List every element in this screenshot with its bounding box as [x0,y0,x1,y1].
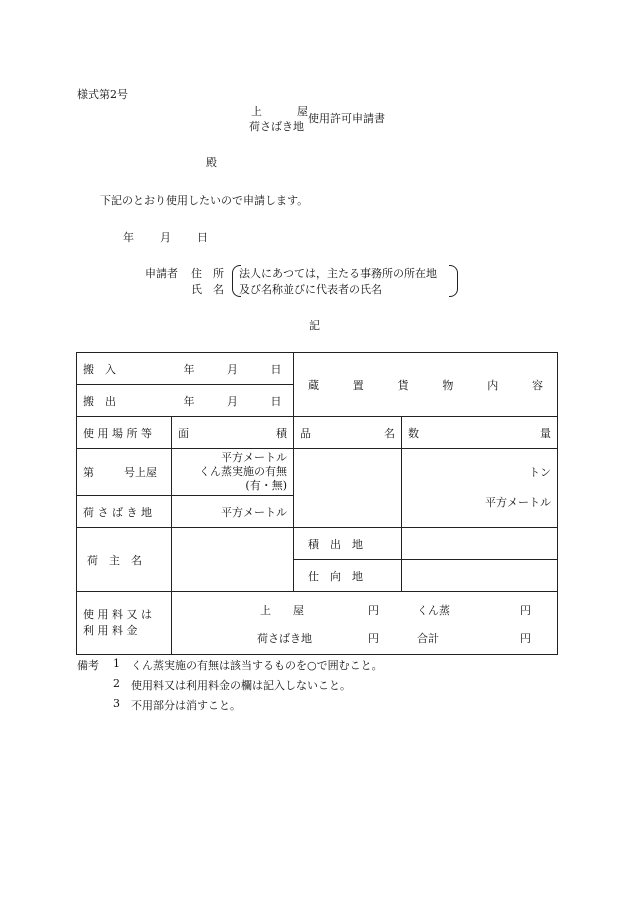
item-name-cell [294,449,402,528]
fee-shed-label: 上 屋 [260,604,304,617]
ki-heading: 記 [309,319,320,332]
shed-area-unit: 平方メートル [221,451,287,464]
form-number: 様式第2号 [77,88,128,101]
qty-header-b: 量 [540,426,551,440]
storage-header-char: 内 [487,378,499,392]
address-label: 住 所 [191,267,224,280]
storage-header-char: 容 [531,378,543,392]
remark-num: 2 [113,677,120,690]
carry-in-day: 日 [270,362,282,376]
fumigation-label: くん蒸実施の有無 [199,465,287,478]
carry-in-month: 月 [227,362,238,376]
remarks-label: 備考 [77,659,99,672]
fumigation-choice: (有・無) [245,479,287,492]
fee-total-label: 合計 [417,632,439,645]
area-header-a: 面 [178,426,189,440]
remark-num: 3 [113,697,120,710]
area-header [172,417,294,449]
fee-shed-yen: 円 [368,604,379,617]
title-shed: 上 [251,105,262,118]
date-month: 月 [160,231,171,244]
fee-yard-label: 荷さばき地 [257,632,312,645]
storage-header-char: 貨 [397,378,409,392]
fee-fumigation-yen: 円 [520,604,531,617]
fee-cell [172,592,558,655]
storage-cargo-header [294,353,558,417]
title-shed-2: 屋 [297,105,308,118]
shed-label-suffix: 号上屋 [124,466,157,479]
destination-value [402,560,558,592]
qty-header-a: 数 [408,426,419,440]
fee-label-line1: 使 用 料 又 は [83,608,152,621]
carry-out-label: 搬 出 [83,394,116,408]
close-bracket-icon [449,265,458,297]
loading-place-value [402,528,558,560]
remark-text: 不用部分は消すこと。 [131,699,241,712]
carry-out-day: 日 [270,394,282,408]
qty-sqm-unit: 平方メートル [485,496,551,509]
yard-label: 荷 さ ば き 地 [77,496,172,528]
title-yard: 荷さばき地 [249,120,304,133]
area-header-b: 積 [276,426,287,440]
qty-ton-unit: トン [529,466,551,479]
storage-header-char: 物 [442,378,454,392]
destination-label: 仕 向 地 [294,560,402,592]
fee-label-line2: 利 用 料 金 [83,624,138,637]
date-year: 年 [123,231,134,244]
shed-area-cell [172,449,294,496]
carry-out-row [77,385,294,417]
addressee-suffix: 殿 [206,156,217,169]
application-table [76,352,558,655]
carry-in-year: 年 [183,362,195,376]
storage-header-char: 蔵 [308,378,319,392]
quantity-cell [402,449,558,528]
shed-label-prefix: 第 [83,466,94,479]
remark-text: くん蒸実施の有無は該当するものを○で囲むこと。 [131,659,383,672]
name-label: 氏 名 [191,283,224,296]
fee-total-yen: 円 [520,632,531,645]
intro-text: 下記のとおり使用したいので申請します。 [100,194,309,207]
remark-text: 使用料又は利用料金の欄は記入しないこと。 [131,679,351,692]
title-suffix: 使用許可申請書 [308,112,385,125]
shipper-label: 荷 主 名 [77,528,172,592]
fee-label [77,592,172,655]
shipper-value [172,528,294,592]
remark-num: 1 [113,657,120,670]
storage-header-char: 置 [352,378,364,392]
item-header-b: 名 [384,426,395,440]
loading-place-label: 積 出 地 [294,528,402,560]
applicant-note-2: 及び名称並びに代表者の氏名 [239,283,382,296]
carry-out-year: 年 [183,394,195,408]
carry-out-month: 月 [227,394,238,408]
fee-fumigation-label: くん蒸 [417,604,450,617]
carry-in-row [77,353,294,385]
carry-in-label: 搬 入 [83,362,116,376]
yard-area-unit: 平方メートル [172,496,294,528]
place-header: 使 用 場 所 等 [77,417,172,449]
date-day: 日 [197,231,208,244]
qty-header [402,417,558,449]
item-header [294,417,402,449]
fee-yard-yen: 円 [368,632,379,645]
shed-label [77,449,172,496]
applicant-label: 申請者 [145,267,178,280]
item-header-a: 品 [300,426,311,440]
applicant-note-1: 法人にあつては，主たる事務所の所在地 [239,267,437,280]
